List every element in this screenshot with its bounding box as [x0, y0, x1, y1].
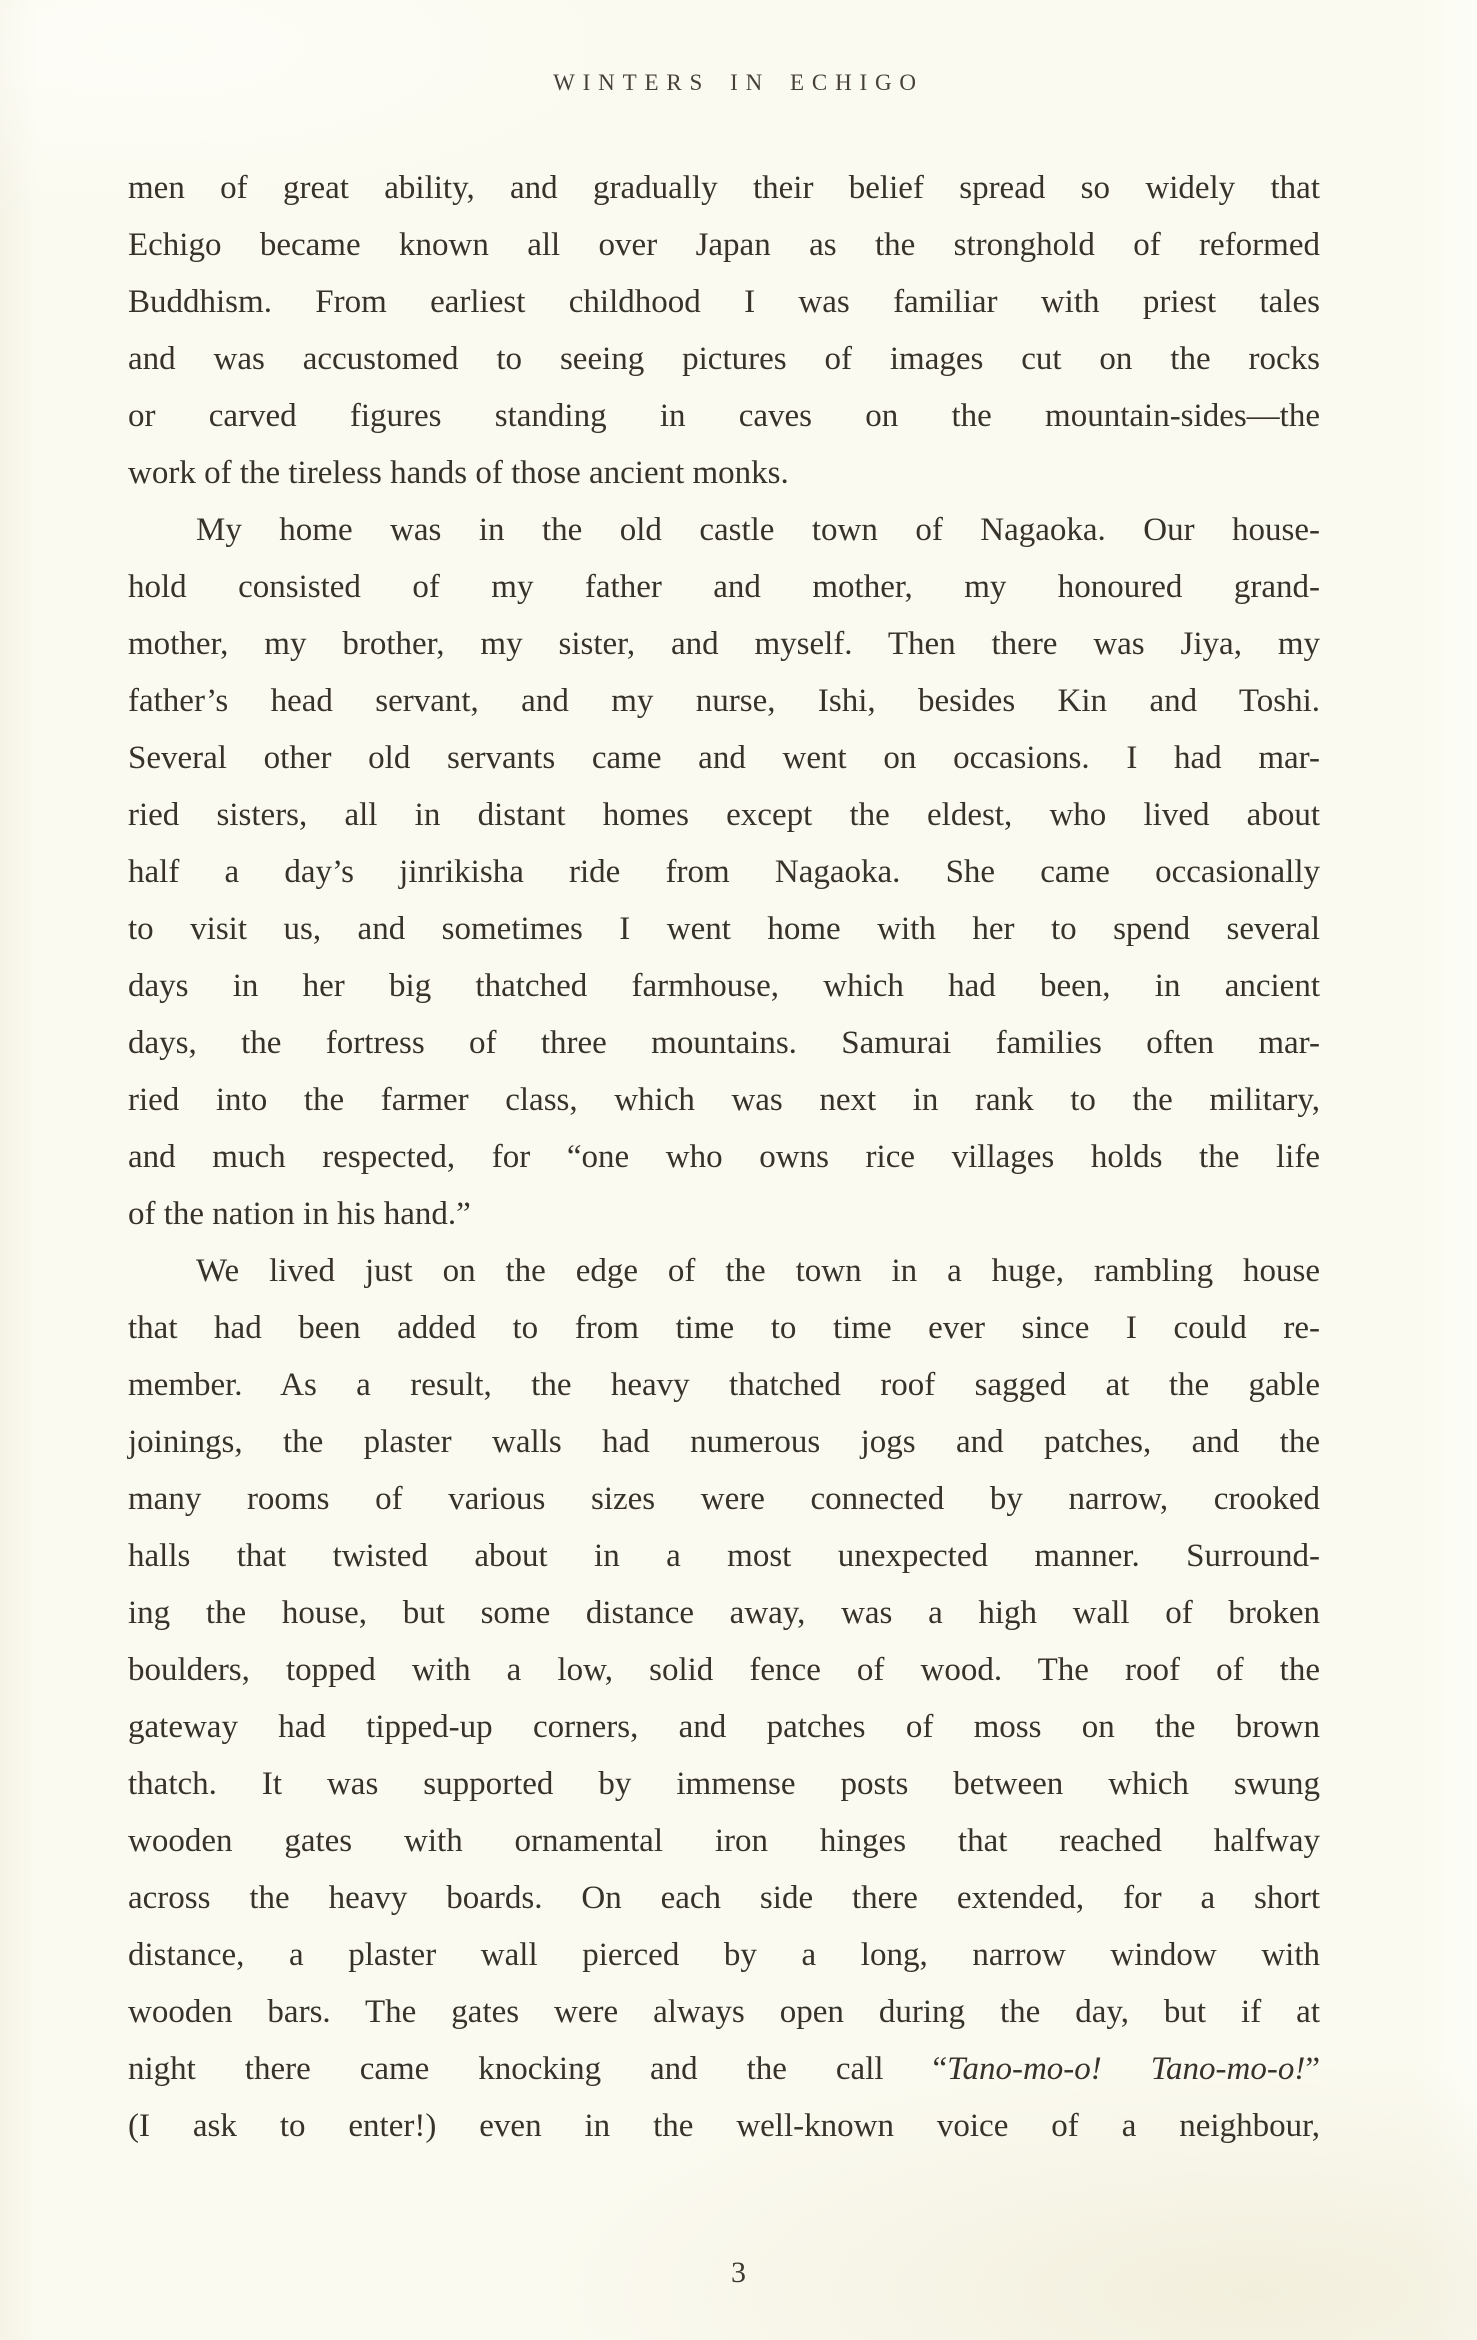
text-line [128, 1642, 1320, 1699]
text-line [128, 1699, 1320, 1756]
text-segment: night there came knocking and the call “ [128, 2051, 948, 2087]
text-segment: gateway had tipped-up corners, and patches of moss on the brown [128, 1709, 1320, 1745]
text-line [128, 1186, 1320, 1243]
text-line [128, 730, 1320, 787]
text-line [128, 1300, 1320, 1357]
text-line [128, 1870, 1320, 1927]
text-segment: across the heavy boards. On each side there extended, for a short [128, 1880, 1320, 1916]
text-segment: Echigo became known all over Japan as the stronghold of reformed [128, 227, 1320, 263]
running-header: WINTERS IN ECHIGO [553, 70, 924, 95]
text-line [128, 1129, 1320, 1186]
text-segment: distance, a plaster wall pierced by a long, narrow window with [128, 1937, 1320, 1973]
text-line [128, 1243, 1320, 1300]
text-segment: My home was in the old castle town of Nagaoka. Our house- [196, 512, 1320, 548]
text-line [128, 502, 1320, 559]
text-segment: days, the fortress of three mountains. Samurai families often mar- [128, 1025, 1320, 1061]
text-line [128, 1471, 1320, 1528]
text-segment: and much respected, for “one who owns rice villages holds the life [128, 1139, 1320, 1175]
text-line [128, 1585, 1320, 1642]
text-segment: to visit us, and sometimes I went home with her to spend several [128, 911, 1320, 947]
text-segment: Buddhism. From earliest childhood I was familiar with priest tales [128, 284, 1320, 320]
text-line [128, 1984, 1320, 2041]
text-segment: men of great ability, and gradually their belief spread so widely that [128, 170, 1320, 206]
text-segment: boulders, topped with a low, solid fence of wood. The roof of the [128, 1652, 1320, 1688]
text-line [128, 673, 1320, 730]
text-segment: wooden gates with ornamental iron hinges that reached halfway [128, 1823, 1320, 1859]
text-line [128, 901, 1320, 958]
text-segment: ing the house, but some distance away, was a high wall of broken [128, 1595, 1320, 1631]
text-segment: that had been added to from time to time ever since I could re- [128, 1310, 1320, 1346]
text-segment: joinings, the plaster walls had numerous jogs and patches, and the [128, 1424, 1320, 1460]
text-segment: We lived just on the edge of the town in a huge, rambling house [196, 1253, 1320, 1289]
text-segment: Several other old servants came and went on occasions. I had mar- [128, 740, 1320, 776]
text-line [128, 1072, 1320, 1129]
text-segment: mother, my brother, my sister, and myself. Then there was Jiya, my [128, 626, 1320, 662]
text-line [128, 616, 1320, 673]
text-segment: and was accustomed to seeing pictures of images cut on the rocks [128, 341, 1320, 377]
text-segment: many rooms of various sizes were connected by narrow, crooked [128, 1481, 1320, 1517]
text-segment: halls that twisted about in a most unexpected manner. Surround- [128, 1538, 1320, 1574]
text-segment: hold consisted of my father and mother, my honoured grand- [128, 569, 1320, 605]
text-line [128, 1756, 1320, 1813]
page-number: 3 [731, 2256, 746, 2289]
text-line [128, 559, 1320, 616]
text-line [128, 160, 1320, 217]
text-segment: days in her big thatched farmhouse, which had been, in ancient [128, 968, 1320, 1004]
text-line [128, 274, 1320, 331]
text-segment: father’s head servant, and my nurse, Ishi, besides Kin and Toshi. [128, 683, 1320, 719]
text-line [128, 958, 1320, 1015]
text-line [128, 1015, 1320, 1072]
text-segment: ” [1305, 2051, 1320, 2087]
paragraph [128, 160, 1320, 502]
text-segment: of the nation in his hand.” [128, 1196, 471, 1232]
text-segment: (I ask to enter!) even in the well-known voice of a neighbour, [128, 2108, 1320, 2144]
text-line [128, 2098, 1320, 2155]
text-segment: work of the tireless hands of those ancient monks. [128, 455, 789, 491]
paragraph [128, 502, 1320, 1243]
text-line [128, 1927, 1320, 1984]
text-line [128, 217, 1320, 274]
text-block [128, 160, 1320, 2155]
text-line [128, 445, 1320, 502]
text-line [128, 787, 1320, 844]
text-segment: thatch. It was supported by immense posts between which swung [128, 1766, 1320, 1802]
text-line [128, 331, 1320, 388]
text-segment: ried into the farmer class, which was next in rank to the military, [128, 1082, 1320, 1118]
italic-text: Tano-mo-o! Tano-mo-o! [947, 2051, 1306, 2087]
text-line [128, 1813, 1320, 1870]
text-line [128, 844, 1320, 901]
text-line [128, 388, 1320, 445]
text-line [128, 1528, 1320, 1585]
text-line [128, 1414, 1320, 1471]
text-segment: wooden bars. The gates were always open during the day, but if at [128, 1994, 1320, 2030]
text-line [128, 1357, 1320, 1414]
text-segment: or carved figures standing in caves on the mountain-sides—the [128, 398, 1320, 434]
text-segment: member. As a result, the heavy thatched roof sagged at the gable [128, 1367, 1320, 1403]
text-segment: ried sisters, all in distant homes except the eldest, who lived about [128, 797, 1320, 833]
text-segment: half a day’s jinrikisha ride from Nagaoka. She came occasionally [128, 854, 1320, 890]
text-line [128, 2041, 1320, 2098]
paragraph [128, 1243, 1320, 2155]
